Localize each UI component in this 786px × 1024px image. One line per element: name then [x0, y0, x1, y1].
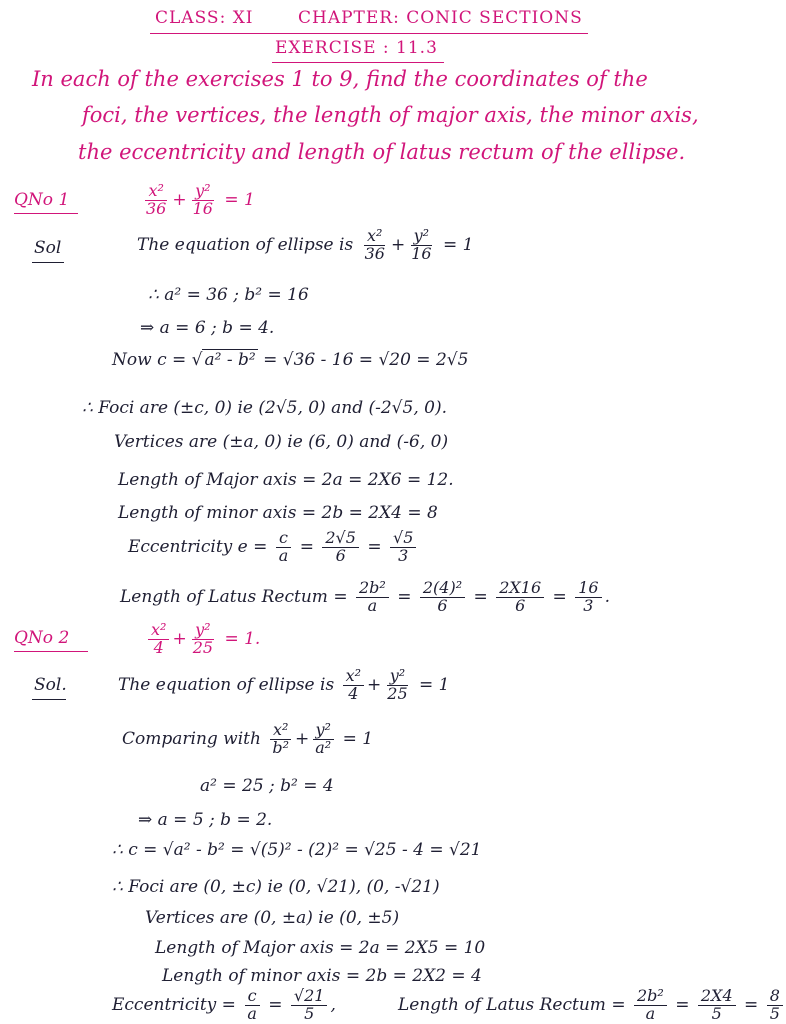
- exercise-underline: [272, 62, 444, 63]
- q1-line-4: Now c = √ a² - b² = √36 - 16 = √20 = 2√5: [112, 350, 469, 370]
- q2-equation: $\frac{\text{x²}}{4}$ + $\frac{\text{y²}}{25}$ = 1.: [145, 622, 260, 657]
- q1-line-8: Length of minor axis = 2b = 2X4 = 8: [118, 503, 438, 523]
- q1-line-9: Eccentricity e = $\frac{c}{a}$ = $\frac{2√5}{6}$ = $\frac{√5}{3}$: [128, 530, 419, 565]
- q2-line-2: Comparing with $\frac{\text{x²}}{\text{b²}}$ + $\frac{\text{y²}}{\text{a²}}$ = 1: [122, 720, 374, 757]
- q2-line-3: a² = 25 ; b² = 4: [200, 776, 334, 796]
- q2-line-5: ∴ c = √a² - b² = √(5)² - (2)² = √25 - 4 = √21: [112, 840, 482, 860]
- q1-line-3: ⇒ a = 6 ; b = 4.: [140, 318, 275, 338]
- q2-line-7: Vertices are (0, ±a) ie (0, ±5): [145, 908, 400, 928]
- q2-label-underline: [14, 651, 88, 652]
- q1-line-6: Vertices are (±a, 0) ie (6, 0) and (-6, 0): [114, 432, 449, 452]
- q1-line-10: Length of Latus Rectum = $\frac{\text{2b²}}{a}$ = $\frac{\text{2(4)²}}{6}$ = $\frac{2X16}{6}$ = $\frac{16}{3}$ .: [120, 578, 610, 615]
- q1-sol-underline: [32, 262, 64, 263]
- q2-line-11: Length of Latus Rectum = $\frac{\text{2b²}}{a}$ = $\frac{2X4}{5}$ = $\frac{8}{5}$: [398, 988, 786, 1023]
- exercise-label: EXERCISE : 11.3: [275, 38, 438, 58]
- q2-line-9: Length of minor axis = 2b = 2X2 = 4: [162, 966, 482, 986]
- q2-line-1: The equation of ellipse is $\frac{\text{x²}}{4}$ + $\frac{\text{y²}}{25}$ = 1: [118, 666, 450, 703]
- q1-equation: $\frac{\text{x²}}{36}$ + $\frac{\text{y²}}{16}$ = 1: [146, 181, 255, 218]
- q1-sol-label: Sol: [34, 238, 62, 258]
- q2-label: QNo 2: [14, 628, 70, 648]
- q1-line-2: ∴ a² = 36 ; b² = 16: [148, 285, 309, 305]
- q2-sol-label: Sol.: [34, 675, 67, 695]
- q1-line-1: The equation of ellipse is $\frac{\text{x²}}{36}$ + $\frac{\text{y²}}{16}$ = 1: [137, 226, 474, 263]
- header-underline: [150, 33, 588, 34]
- q2-line-4: ⇒ a = 5 ; b = 2.: [138, 810, 273, 830]
- chapter-label: CHAPTER: CONIC SECTIONS: [298, 8, 583, 28]
- q1-line-7: Length of Major axis = 2a = 2X6 = 12.: [118, 470, 454, 490]
- q2-line-10: Eccentricity = $\frac{c}{a}$ = $\frac{√21}{5}$ ,: [112, 986, 336, 1023]
- q1-label: QNo 1: [14, 190, 70, 210]
- class-label: CLASS: XI: [155, 8, 254, 28]
- q1-line-5: ∴ Foci are (±c, 0) ie (2√5, 0) and (-2√5, 0).: [82, 398, 447, 418]
- statement-line-1: In each of the exercises 1 to 9, find the coordinates of the: [32, 67, 648, 91]
- q2-line-6: ∴ Foci are (0, ±c) ie (0, √21), (0, -√21): [112, 877, 440, 897]
- statement-line-2: foci, the vertices, the length of major axis, the minor axis,: [82, 103, 699, 127]
- q2-line-8: Length of Major axis = 2a = 2X5 = 10: [155, 938, 486, 958]
- q1-label-underline: [14, 213, 78, 214]
- q2-sol-underline: [32, 699, 66, 700]
- statement-line-3: the eccentricity and length of latus rectum of the ellipse.: [78, 140, 686, 164]
